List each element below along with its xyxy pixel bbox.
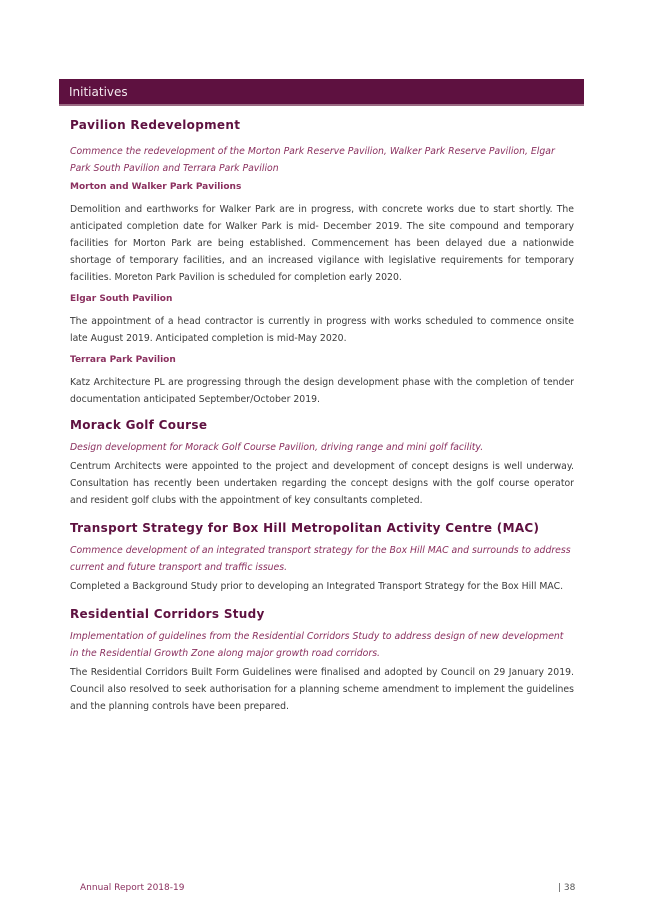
section-lead-pavilion: Commence the redevelopment of the Morton Park Reserve Pavilion, Walker Park Reserve Pavilion, Elgar Park South Pavilion and Terrara Park Pavilion [70, 146, 555, 174]
subheading-morton-walker: Morton and Walker Park Pavilions [70, 182, 242, 192]
footer-page-number: | 38 [558, 883, 576, 893]
section-banner [59, 79, 584, 106]
body-residential: The Residential Corridors Built Form Guidelines were finalised and adopted by Council on 29 January 2019. Council also resolved to seek authorisation for a planning scheme amendment to implement the guidelines and the planning controls have been prepared. [70, 667, 574, 712]
section-lead-transport: Commence development of an integrated transport strategy for the Box Hill MAC and surrounds to address current and future transport and traffic issues. [70, 545, 571, 573]
banner-title: Initiatives [69, 85, 128, 99]
body-morack: Centrum Architects were appointed to the project and development of concept designs is well underway. Consultation has recently been undertaken regarding the concept designs with the golf course operator and resident golf clubs with the appointment of key consultants completed. [70, 461, 574, 506]
section-heading-pavilion: Pavilion Redevelopment [70, 118, 241, 132]
section-heading-transport: Transport Strategy for Box Hill Metropolitan Activity Centre (MAC) [70, 521, 540, 535]
subheading-terrara-park: Terrara Park Pavilion [70, 355, 176, 365]
section-heading-residential: Residential Corridors Study [70, 607, 265, 621]
body-terrara-park: Katz Architecture PL are progressing through the design development phase with the completion of tender documentation anticipated September/October 2019. [70, 377, 574, 405]
body-morton-walker: Demolition and earthworks for Walker Park are in progress, with concrete works due to start shortly. The anticipated completion date for Walker Park is mid- December 2019. The site compound and temporary facilities for Morton Park are being established. Commencement has been delayed due a nationwide shortage of temporary facilities, and an increased vigilance with legislative requirements for temporary facilities. Moreton Park Pavilion is scheduled for completion early 2020. [70, 204, 574, 283]
section-lead-residential: Implementation of guidelines from the Residential Corridors Study to address design of new development in the Residential Growth Zone along major growth road corridors. [70, 631, 564, 659]
page-content [70, 118, 574, 715]
subheading-elgar-south: Elgar South Pavilion [70, 294, 173, 304]
section-heading-morack: Morack Golf Course [70, 418, 208, 432]
body-transport: Completed a Background Study prior to developing an Integrated Transport Strategy for the Box Hill MAC. [70, 581, 564, 592]
body-elgar-south: The appointment of a head contractor is currently in progress with works scheduled to commence onsite late August 2019. Anticipated completion is mid-May 2020. [70, 316, 574, 344]
section-lead-morack: Design development for Morack Golf Course Pavilion, driving range and mini golf facility. [70, 442, 484, 453]
footer-report-title: Annual Report 2018-19 [80, 883, 185, 893]
